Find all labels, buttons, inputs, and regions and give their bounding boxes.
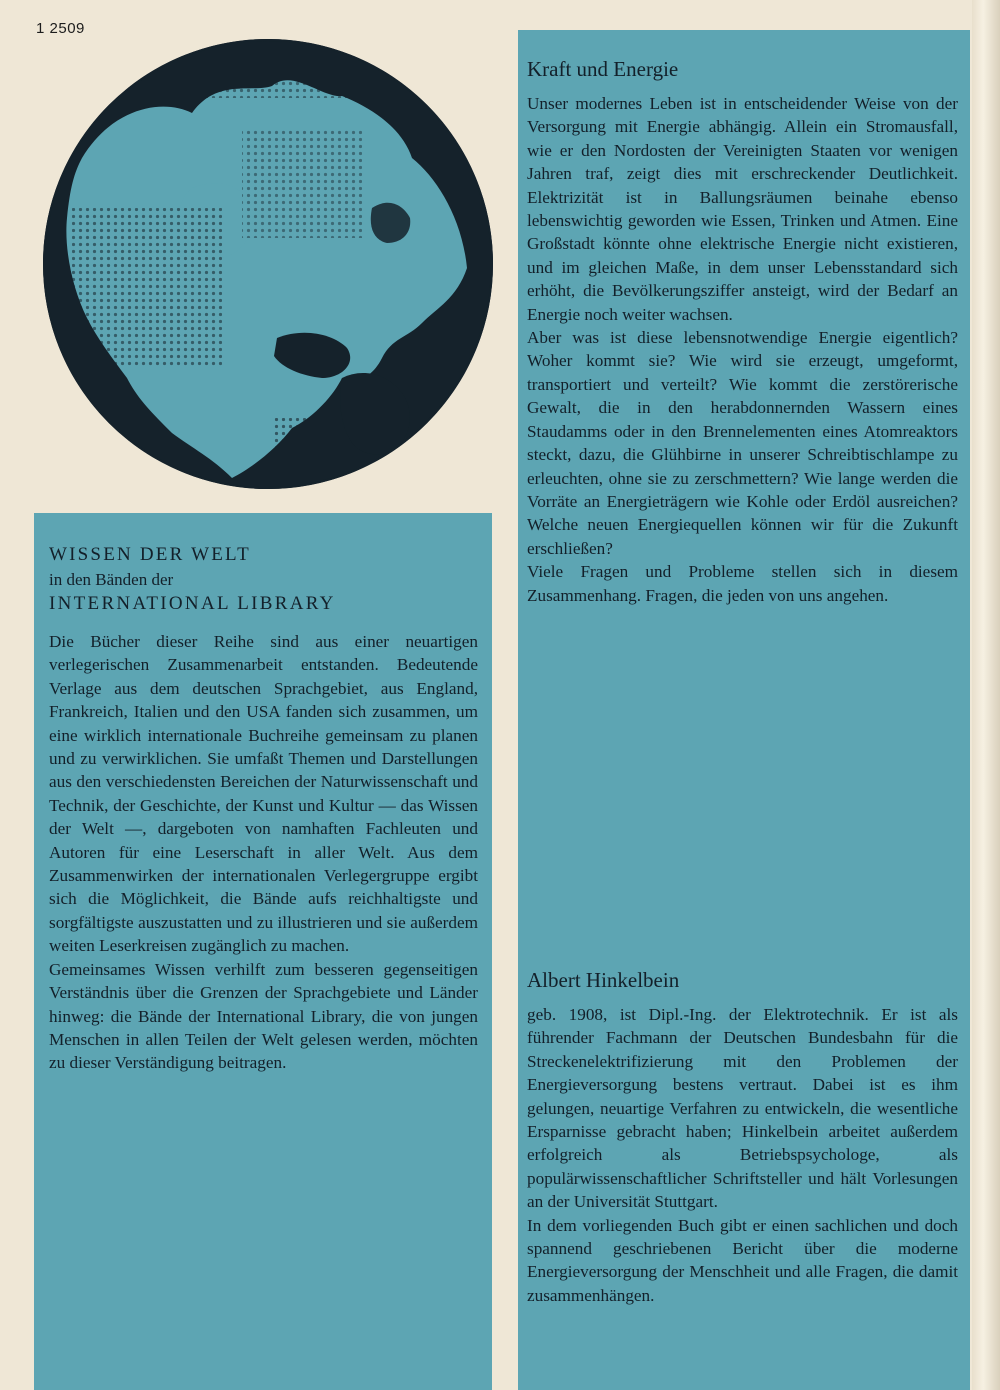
author-name: Albert Hinkelbein <box>527 968 680 992</box>
book-heading: Kraft und Energie <box>527 57 679 81</box>
series-title: WISSEN DER WELT <box>49 544 251 565</box>
series-paragraph: Gemeinsames Wissen verhilft zum besseren gegenseitigen Verständnis über die Grenzen der Sprachgebiete und Länder hinweg: die Bände der International Library, die von jungen Menschen in allen Teilen der Welt gelesen werden, möchten zu dieser Verständigung beitragen. <box>49 959 478 1073</box>
author-section <box>527 967 958 1307</box>
series-info-panel <box>34 513 492 1390</box>
author-paragraph: In dem vorliegenden Buch gibt er einen sachlichen und doch spannend geschriebenen Bericht über die moderne Energieversorgung der Menschheit und alle Fragen, die damit zusammenhängen. <box>527 1215 958 1305</box>
catalog-number: 1 2509 <box>36 20 85 37</box>
book-info-panel <box>518 30 970 1390</box>
book-paragraph: Viele Fragen und Probleme stellen sich in diesem Zusammenhang. Fragen, die jeden von uns angehen. <box>527 562 958 605</box>
series-paragraph: Die Bücher dieser Reihe sind aus einer neuartigen verlegerischen Zusammenarbeit entstanden. Bedeutende Verlage aus dem deutschen Sprachgebiet, aus England, Frankreich, Italien und den USA fanden sich zusammen, um eine wirklich internationale Buchreihe gemeinsam zu planen und zu verwirklichen. Sie umfaßt Themen und Darstellungen aus den verschiedensten Bereichen der Naturwissenschaft und Technik, der Geschichte, der Kunst und Kultur — das Wissen der Welt —, dargeboten von namhaften Fachleuten und Autoren für eine Leserschaft in aller Welt. Aus dem Zusammenwirken der internationalen Verlegergruppe ergibt sich die Möglichkeit, die Bände aufs reichhaltigste und sorgfältigste auszustatten und zu illustrieren und sie außerdem weiten Leserkreisen zugänglich zu machen. <box>49 632 478 956</box>
author-paragraph: geb. 1908, ist Dipl.-Ing. der Elektrotechnik. Er ist als führender Fachmann der Deutschen Bundesbahn für die Streckenelektrifizierung mit den Problemen der Energieversorgung bestens vertraut. Dabei ist es ihm gelungen, neuartige Verfahren zu entwickeln, die wesentliche Ersparnisse gebracht haben; Hinkelbein arbeitet außerdem erfolgreich als Betriebspsychologe, als populärwissenschaftlicher Schriftsteller und hält Vorlesungen an der Universität Stuttgart. <box>527 1005 958 1212</box>
book-spine-edge <box>972 0 1000 1390</box>
series-name: INTERNATIONAL LIBRARY <box>49 593 336 614</box>
series-subline: in den Bänden der <box>49 570 174 589</box>
book-paragraph: Unser modernes Leben ist in entscheidender Weise von der Versorgung mit Energie abhängig. Allein ein Stromausfall, wie er den Nordosten der Vereinigten Staaten vor wenigen Jahren traf, zeigt dies mit erschreckender Deutlichkeit. Elektrizität ist in Ballungsräumen beinahe ebenso lebenswichtig geworden wie Essen, Trinken und Atmen. Eine Großstadt könnte ohne elektrische Energie nicht existieren, und im gleichen Maße, in dem unser Lebensstandard sich erhöht, die Bevölkerungsziffer ansteigt, wird der Bedarf an Energie noch weiter wachsen. <box>527 94 958 324</box>
globe-illustration <box>42 38 494 490</box>
book-paragraph: Aber was ist diese lebensnotwendige Energie eigentlich? Woher kommt sie? Wie wird sie erzeugt, umgeformt, transportiert und verteilt? Wie kommt die zerstörerische Gewalt, die in den herabdonnernden Wassern eines Staudamms oder in den Brennelementen eines Atomreaktors steckt, dazu, die Glühbirne in unserer Schreibtischlampe zu erleuchten, ohne sie zu zerschmettern? Wie lange werden die Vorräte an Energieträgern wie Kohle oder Erdöl ausreichen? Welche neuen Energiequellen können wir für die Zukunft erschließen? <box>527 328 958 558</box>
